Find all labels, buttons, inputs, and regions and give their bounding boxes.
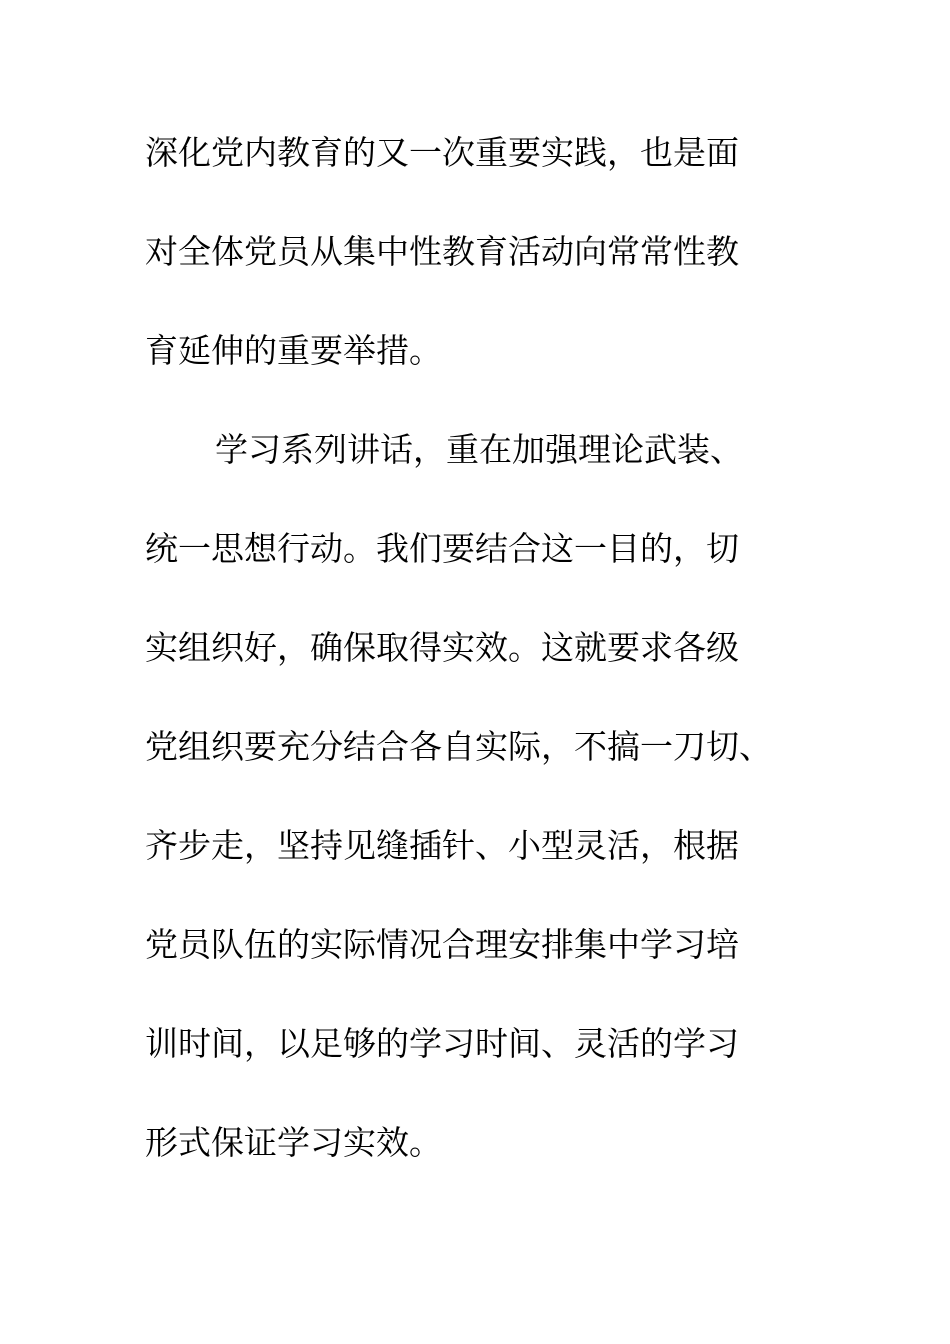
text-line-11: 形式保证学习实效。 [145, 1123, 442, 1162]
text-line-4-paragraph-start: 学习系列讲话，重在加强理论武装、 [215, 430, 743, 469]
text-line-10: 训时间，以足够的学习时间、灵活的学习 [145, 1024, 739, 1063]
text-line-8: 齐步走，坚持见缝插针、小型灵活，根据 [145, 826, 739, 865]
text-line-9: 党员队伍的实际情况合理安排集中学习培 [145, 925, 739, 964]
text-line-6: 实组织好，确保取得实效。这就要求各级 [145, 628, 739, 667]
text-line-1: 深化党内教育的又一次重要实践，也是面 [145, 133, 739, 172]
text-line-7: 党组织要充分结合各自实际，不搞一刀切、 [145, 727, 772, 766]
text-line-5: 统一思想行动。我们要结合这一目的，切 [145, 529, 739, 568]
text-line-2: 对全体党员从集中性教育活动向常常性教 [145, 232, 739, 271]
text-line-3: 育延伸的重要举措。 [145, 331, 442, 370]
